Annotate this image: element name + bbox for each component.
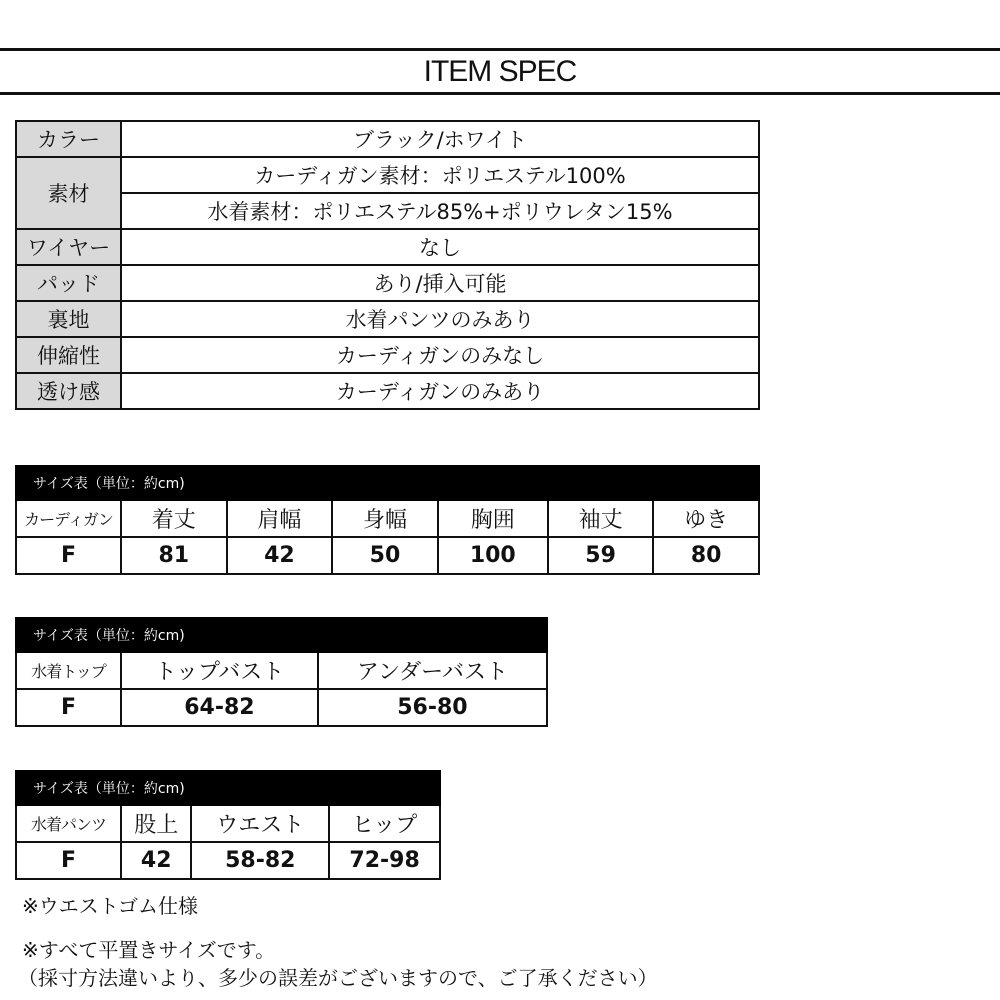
size-label: F — [16, 689, 121, 726]
size-value: 81 — [121, 537, 227, 574]
size-header: 肩幅 — [227, 500, 333, 537]
size-header: 身幅 — [332, 500, 438, 537]
spec-value: カーディガンのみなし — [121, 337, 759, 373]
spec-row-material — [16, 157, 759, 193]
size-value: 58-82 — [191, 842, 329, 879]
spec-table — [15, 120, 760, 410]
size-label: F — [16, 842, 121, 879]
size-value: 64-82 — [121, 689, 318, 726]
spec-row-lining — [16, 301, 759, 337]
size-value: 72-98 — [329, 842, 440, 879]
size-header: ゆき — [653, 500, 759, 537]
page-title: ITEM SPEC — [423, 55, 577, 88]
spec-label: カラー — [16, 121, 121, 157]
size-table-swim-pants — [15, 770, 441, 880]
size-table-cardigan — [15, 465, 760, 575]
spec-value: あり/挿入可能 — [121, 265, 759, 301]
size-header: 着丈 — [121, 500, 227, 537]
size-row-label: 水着パンツ — [16, 805, 121, 842]
header-rule-top — [0, 48, 1000, 51]
spec-row-stretch — [16, 337, 759, 373]
size-header: 袖丈 — [548, 500, 654, 537]
note-waist: ※ウエストゴム仕様 — [22, 894, 198, 918]
spec-label: 伸縮性 — [16, 337, 121, 373]
spec-row-color — [16, 121, 759, 157]
size-value: 42 — [227, 537, 333, 574]
spec-row-material-2 — [16, 193, 759, 229]
spec-value: ブラック/ホワイト — [121, 121, 759, 157]
spec-value: なし — [121, 229, 759, 265]
size-value: 59 — [548, 537, 654, 574]
size-header: ウエスト — [191, 805, 329, 842]
size-header: 股上 — [121, 805, 191, 842]
size-table-caption: サイズ表（単位：約cm) — [16, 771, 440, 805]
spec-label: ワイヤー — [16, 229, 121, 265]
spec-value: 水着素材：ポリエステル85%+ポリウレタン15% — [121, 193, 759, 229]
spec-label: 裏地 — [16, 301, 121, 337]
header-rule-bottom — [0, 92, 1000, 95]
spec-label: パッド — [16, 265, 121, 301]
size-header: 胸囲 — [438, 500, 548, 537]
size-label: F — [16, 537, 121, 574]
size-header: ヒップ — [329, 805, 440, 842]
note-measurement-error: （採寸方法違いより、多少の誤差がございますので、ご了承ください） — [18, 966, 658, 990]
size-value: 50 — [332, 537, 438, 574]
size-table-caption: サイズ表（単位：約cm) — [16, 618, 547, 652]
size-value: 56-80 — [318, 689, 547, 726]
size-table-caption: サイズ表（単位：約cm) — [16, 466, 759, 500]
spec-value: 水着パンツのみあり — [121, 301, 759, 337]
spec-label: 透け感 — [16, 373, 121, 409]
spec-label: 素材 — [16, 157, 121, 229]
spec-row-pad — [16, 265, 759, 301]
spec-value: カーディガンのみあり — [121, 373, 759, 409]
size-header: アンダーバスト — [318, 652, 547, 689]
note-flat-measure: ※すべて平置きサイズです。 — [22, 938, 276, 962]
size-value: 80 — [653, 537, 759, 574]
size-row-label: 水着トップ — [16, 652, 121, 689]
size-table-swim-top — [15, 617, 548, 727]
size-header: トップバスト — [121, 652, 318, 689]
spec-row-wire — [16, 229, 759, 265]
spec-row-sheerness — [16, 373, 759, 409]
size-row-label: カーディガン — [16, 500, 121, 537]
size-value: 42 — [121, 842, 191, 879]
size-value: 100 — [438, 537, 548, 574]
spec-value: カーディガン素材：ポリエステル100% — [121, 157, 759, 193]
